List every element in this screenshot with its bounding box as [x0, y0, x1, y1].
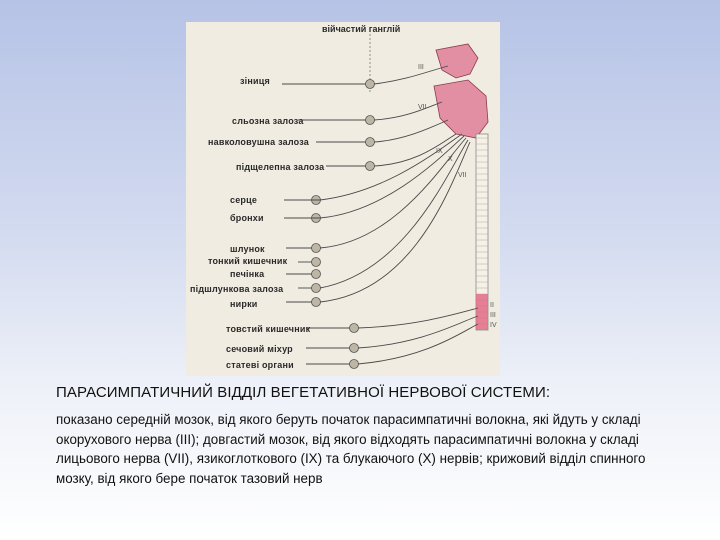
ganglion-node — [312, 244, 321, 253]
nerve-fiber — [358, 324, 478, 364]
organ-label-small-intestine: тонкий кишечник — [208, 256, 288, 266]
ganglion-node — [350, 324, 359, 333]
ganglion-node — [312, 270, 321, 279]
nerve-fiber — [374, 134, 456, 166]
ganglion-node — [366, 162, 375, 171]
nerve-label-vii: VII — [418, 104, 427, 111]
organ-label-stomach: шлунок — [230, 244, 265, 254]
parasympathetic-diagram — [186, 22, 500, 376]
medulla-region — [434, 80, 488, 138]
nerve-fiber — [358, 316, 478, 348]
nerve-label-vii-lower: VII — [458, 172, 467, 179]
nerve-fiber — [374, 66, 448, 84]
organ-label-bladder: сечовий міхур — [226, 344, 293, 354]
organ-label-kidneys: нирки — [230, 299, 258, 309]
brain-region — [436, 44, 478, 78]
nerve-label-iii: III — [418, 64, 424, 71]
ganglion-node — [366, 138, 375, 147]
ganglion-node — [350, 344, 359, 353]
organ-label-colon: товстий кишечник — [226, 324, 311, 334]
nerve-fiber — [358, 308, 478, 328]
sacral-label-iv: IV — [490, 322, 497, 329]
sacral-label-ii: II — [490, 302, 494, 309]
organ-label-liver: печінка — [230, 269, 265, 279]
organ-label-bronchi: бронхи — [230, 213, 264, 223]
ganglion-node — [366, 116, 375, 125]
ganglion-node — [312, 298, 321, 307]
nerve-label-x: X — [448, 156, 453, 163]
organ-label-pancreas: підшлункова залоза — [190, 284, 284, 294]
organ-label-genitals: статеві органи — [226, 360, 294, 370]
caption-title: ПАРАСИМПАТИЧНИЙ ВІДДІЛ ВЕГЕТАТИВНОЇ НЕРВОВОЇ СИСТЕМИ: — [56, 384, 551, 401]
organ-label-parotid: навколовушна залоза — [208, 137, 309, 147]
sacral-label-iii: III — [490, 312, 496, 319]
organ-label-heart: серце — [230, 195, 258, 205]
caption — [56, 384, 676, 488]
ganglion-node — [366, 80, 375, 89]
nerve-fiber — [374, 102, 442, 120]
organ-label-submandibular: підщелепна залоза — [236, 162, 325, 172]
ganglion-label: війчастий ганглій — [322, 24, 401, 34]
ganglion-node — [312, 284, 321, 293]
ganglion-node — [312, 258, 321, 267]
ganglion-node — [350, 360, 359, 369]
nerve-label-ix: IX — [436, 148, 443, 155]
caption-text: показано середній мозок, від якого беруть початок парасимпатичні волокна, які йдуть у складі окорухового нерва (ІІІ); довгастий мозок, від якого відходять парасимпатичні волокна у складі лицьового нерва (VІІ), язикоглоткового (ІХ) та блукаючого (Х) нервів; крижовий відділ спинного мозку, від якого бере початок тазовий нерв — [56, 412, 646, 486]
nerve-fiber — [374, 120, 448, 142]
organ-label-pupil: зіниця — [240, 76, 270, 86]
organ-label-lacrimal: сльозна залоза — [232, 116, 304, 126]
